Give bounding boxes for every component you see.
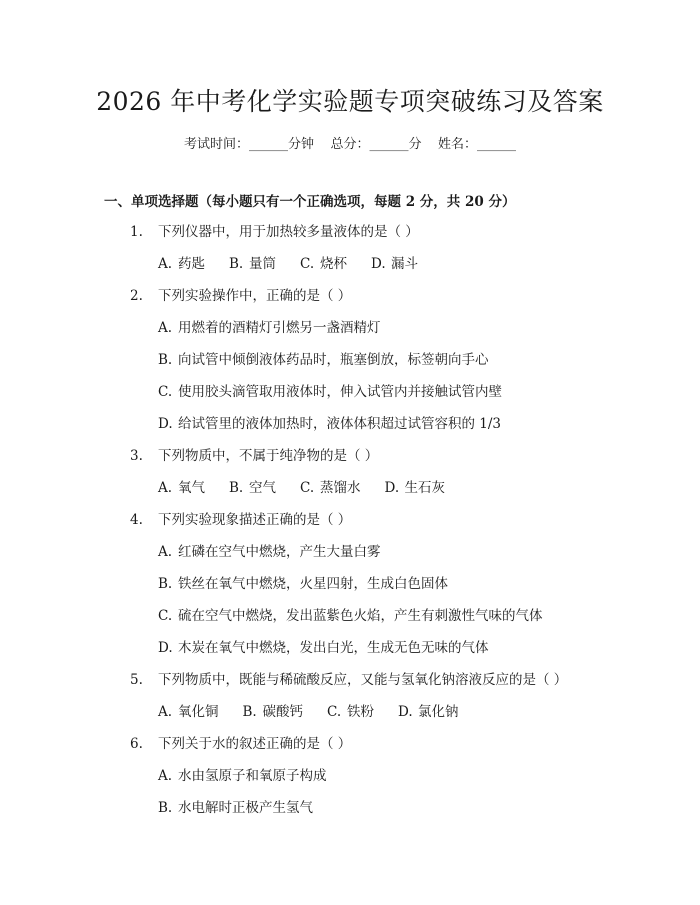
section-heading-single-choice: 一、单项选择题（每小题只有一个正确选项，每题 2 分，共 20 分） xyxy=(104,194,516,210)
question-stem xyxy=(0,284,700,316)
answer-option xyxy=(158,252,205,276)
question-text: 下列关于水的叙述正确的是（ ） xyxy=(158,736,352,752)
question-number: 4. xyxy=(130,512,143,528)
option-letter: C. xyxy=(300,256,315,272)
option-text: 给试管里的液体加热时，液体体积超过试管容积的 1/3 xyxy=(178,416,502,432)
answer-option xyxy=(158,476,205,500)
option-text: 量筒 xyxy=(249,256,276,272)
option-letter: A. xyxy=(158,768,173,784)
option-text: 使用胶头滴管取用液体时，伸入试管内并接触试管内壁 xyxy=(178,384,502,400)
question-stem xyxy=(0,732,700,764)
question-stem xyxy=(0,508,700,540)
answer-option xyxy=(300,252,347,276)
option-text: 蒸馏水 xyxy=(320,480,361,496)
answer-option xyxy=(0,636,700,668)
answer-option xyxy=(0,572,700,604)
option-text: 生石灰 xyxy=(404,480,445,496)
answer-option xyxy=(371,252,418,276)
option-letter: D. xyxy=(398,704,413,720)
question-list xyxy=(0,220,700,828)
option-letter: A. xyxy=(158,480,173,496)
option-letter: A. xyxy=(158,704,173,720)
option-letter: C. xyxy=(158,384,173,400)
answer-option xyxy=(0,540,700,572)
question-number: 5. xyxy=(130,672,143,688)
option-letter: D. xyxy=(158,640,173,656)
option-letter: D. xyxy=(371,256,386,272)
option-row xyxy=(0,700,700,732)
answer-option xyxy=(229,252,276,276)
exam-meta-line: 考试时间：______分钟 总分：______分 姓名：______ xyxy=(183,137,517,152)
question-stem xyxy=(0,220,700,252)
option-text: 空气 xyxy=(249,480,276,496)
question-text: 下列物质中，既能与稀硫酸反应，又能与氢氧化钠溶液反应的是（ ） xyxy=(158,672,568,688)
answer-option xyxy=(0,604,700,636)
question-text: 下列实验操作中，正确的是（ ） xyxy=(158,288,352,304)
answer-option xyxy=(0,316,700,348)
option-letter: D. xyxy=(384,480,400,496)
answer-option xyxy=(398,700,459,724)
answer-option xyxy=(158,700,219,724)
option-text: 碳酸钙 xyxy=(262,704,303,720)
option-letter: A. xyxy=(158,320,173,336)
option-text: 水由氢原子和氧原子构成 xyxy=(178,768,327,784)
answer-option xyxy=(243,700,304,724)
option-text: 烧杯 xyxy=(320,256,347,272)
option-text: 氧气 xyxy=(178,480,205,496)
question-number: 1. xyxy=(130,224,143,240)
option-text: 用燃着的酒精灯引燃另一盏酒精灯 xyxy=(178,320,381,336)
answer-option xyxy=(0,764,700,796)
option-letter: B. xyxy=(158,800,173,816)
answer-option xyxy=(229,476,276,500)
option-letter: D. xyxy=(158,416,173,432)
option-letter: A. xyxy=(158,256,173,272)
question-text: 下列物质中，不属于纯净物的是（ ） xyxy=(158,448,379,464)
question-stem xyxy=(0,444,700,476)
option-letter: A. xyxy=(158,544,173,560)
option-text: 氯化钠 xyxy=(418,704,459,720)
answer-option xyxy=(0,412,700,444)
option-letter: C. xyxy=(300,480,315,496)
question-number: 6. xyxy=(130,736,143,752)
option-letter: C. xyxy=(158,608,173,624)
answer-option xyxy=(385,476,446,500)
question-number: 2. xyxy=(130,288,143,304)
option-letter: B. xyxy=(158,352,173,368)
question-stem xyxy=(0,668,700,700)
answer-option xyxy=(0,796,700,828)
option-text: 向试管中倾倒液体药品时，瓶塞倒放，标签朝向手心 xyxy=(178,352,489,368)
option-letter: B. xyxy=(229,480,244,496)
option-text: 水电解时正极产生氢气 xyxy=(178,800,313,816)
option-text: 铁丝在氧气中燃烧，火星四射，生成白色固体 xyxy=(178,576,448,592)
answer-option xyxy=(0,380,700,412)
option-letter: C. xyxy=(327,704,342,720)
option-text: 红磷在空气中燃烧，产生大量白雾 xyxy=(178,544,381,560)
question-number: 3. xyxy=(130,448,143,464)
option-text: 药匙 xyxy=(178,256,205,272)
question-text: 下列实验现象描述正确的是（ ） xyxy=(158,512,352,528)
answer-option xyxy=(0,348,700,380)
option-row xyxy=(0,252,700,284)
option-text: 漏斗 xyxy=(391,256,418,272)
option-letter: B. xyxy=(242,704,257,720)
option-text: 铁粉 xyxy=(347,704,374,720)
answer-option xyxy=(300,476,361,500)
question-text: 下列仪器中，用于加热较多量液体的是（ ） xyxy=(158,224,419,240)
option-text: 木炭在氧气中燃烧，发出白光，生成无色无味的气体 xyxy=(178,640,489,656)
option-letter: B. xyxy=(229,256,244,272)
answer-option xyxy=(327,700,374,724)
option-letter: B. xyxy=(158,576,173,592)
page-title: 2026 年中考化学实验题专项突破练习及答案 xyxy=(96,87,604,116)
option-row xyxy=(0,476,700,508)
option-text: 硫在空气中燃烧，发出蓝紫色火焰，产生有刺激性气味的气体 xyxy=(178,608,543,624)
option-text: 氧化铜 xyxy=(178,704,219,720)
